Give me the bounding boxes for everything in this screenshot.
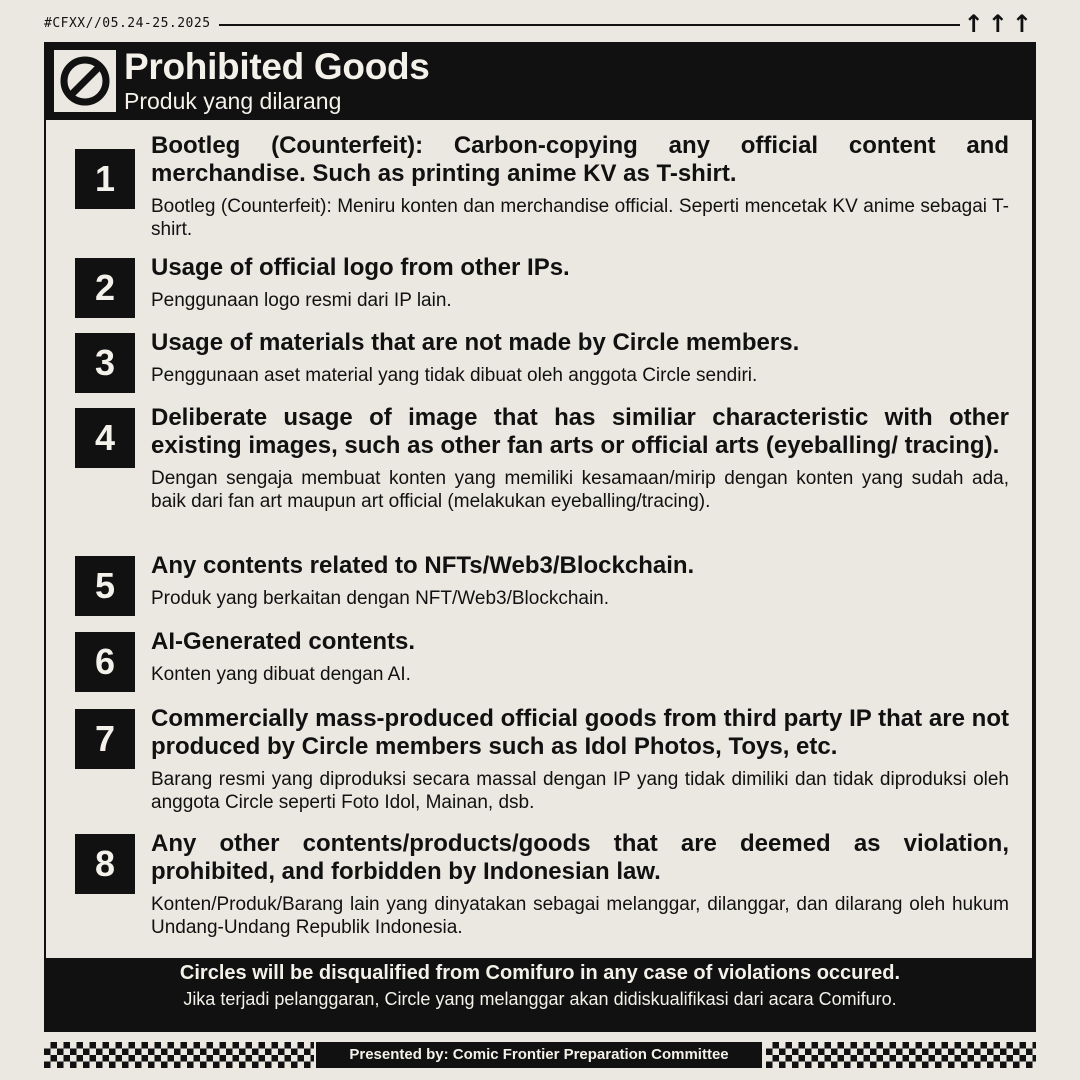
item-desc-id: Barang resmi yang diproduksi secara massal dengan IP yang tidak dimiliki dan tidak diproduksi oleh anggota Circle seperti Foto Idol, Mainan, dsb. (151, 769, 1009, 813)
checker-pattern-left (44, 1042, 314, 1068)
item-number: 1 (75, 149, 135, 209)
page-subtitle: Produk yang dilarang (124, 88, 342, 114)
rules-list (46, 120, 1032, 958)
item-number: 2 (75, 258, 135, 318)
item-desc-id: Produk yang berkaitan dengan NFT/Web3/Blockchain. (151, 588, 610, 609)
item-number: 7 (75, 709, 135, 769)
top-bar (44, 12, 1036, 38)
up-arrows-icon: ↑↑↑ (963, 10, 1036, 38)
prohibited-icon (54, 50, 116, 112)
item-desc-id: Bootleg (Counterfeit): Meniru konten dan merchandise official. Seperti mencetak KV anime sebagai T-shirt. (151, 196, 1009, 240)
item-title-en: Usage of official logo from other IPs. (151, 254, 570, 281)
page-title: Prohibited Goods (124, 46, 430, 87)
item-number: 6 (75, 632, 135, 692)
notice-id: Jika terjadi pelanggaran, Circle yang melanggar akan didiskualifikasi dari acara Comifuro. (183, 989, 897, 1009)
item-number: 5 (75, 556, 135, 616)
item-title-en: Deliberate usage of image that has similiar characteristic with other existing images, such as other fan arts or official arts (eyeballing/ tracing). (151, 404, 1009, 459)
item-title-en: Any contents related to NFTs/Web3/Blockchain. (151, 552, 695, 579)
item-number: 8 (75, 834, 135, 894)
item-number: 4 (75, 408, 135, 468)
checker-pattern-right (766, 1042, 1036, 1068)
item-desc-id: Penggunaan logo resmi dari IP lain. (151, 290, 452, 311)
bottom-bar (44, 1042, 1036, 1068)
notice-en: Circles will be disqualified from Comifuro in any case of violations occured. (179, 962, 901, 984)
item-title-en: Usage of materials that are not made by Circle members. (151, 329, 800, 356)
item-title-en: Bootleg (Counterfeit): Carbon-copying any official content and merchandise. Such as printing anime KV as T-shirt. (151, 132, 1009, 187)
item-desc-id: Konten yang dibuat dengan AI. (151, 664, 411, 685)
item-title-en: Any other contents/products/goods that are deemed as violation, prohibited, and forbidden by Indonesian law. (151, 830, 1009, 885)
presented-by-label: Presented by: Comic Frontier Preparation Committee (316, 1042, 762, 1068)
item-title-en: AI-Generated contents. (151, 628, 416, 655)
top-divider (204, 24, 960, 26)
item-number: 3 (75, 333, 135, 393)
item-desc-id: Dengan sengaja membuat konten yang memiliki kesamaan/mirip dengan konten yang sudah ada, baik dari fan art maupun art official (melakukan eyeballing/tracing). (151, 468, 1009, 512)
item-desc-id: Konten/Produk/Barang lain yang dinyatakan sebagai melanggar, dilanggar, dan dilarang oleh hukum Undang-Undang Republik Indonesia. (151, 894, 1009, 938)
disqualification-notice (44, 958, 1036, 1032)
event-tag: #CFXX//05.24-25.2025 (44, 16, 219, 31)
item-desc-id: Penggunaan aset material yang tidak dibuat oleh anggota Circle sendiri. (151, 365, 758, 386)
item-title-en: Commercially mass-produced official goods from third party IP that are not produced by Circle members such as Idol Photos, Toys, etc. (151, 705, 1009, 760)
header (44, 42, 1036, 120)
main-panel (44, 42, 1036, 1032)
